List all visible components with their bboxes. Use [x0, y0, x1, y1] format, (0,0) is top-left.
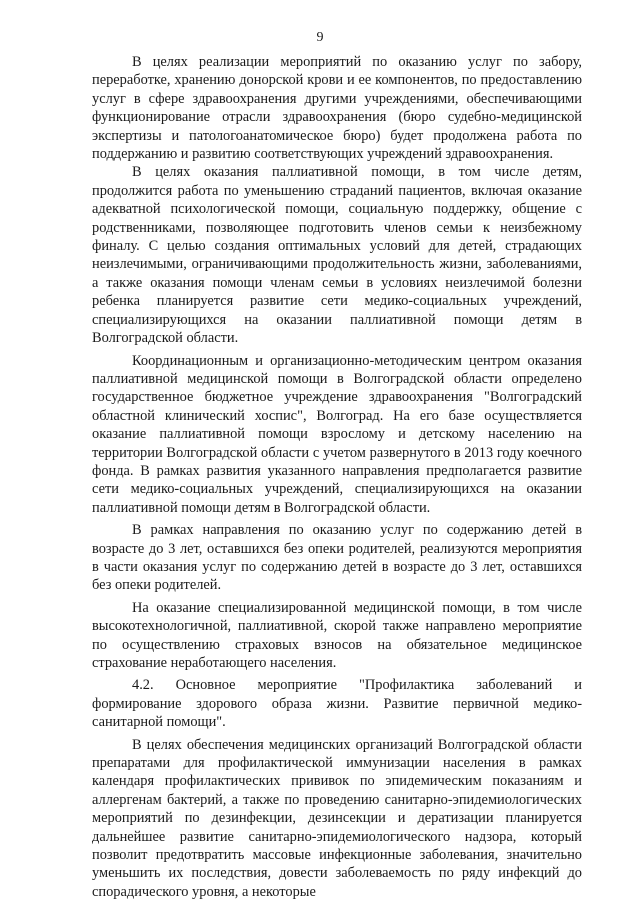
paragraph-immunization: В целях обеспечения медицинских организаций Волгоградской области препаратами для профилактической иммунизации населения в рамках календаря профилактических прививок по эпидемическим показаниям и аллергенам бактерий, а также по проведению санитарно-эпидемиологических мероприятий по дезинфекции, дезинсекции и дератизации планируется дальнейшее развитие санитарно-эпидемиологического надзора, который позволит предотвратить массовые инфекционные заболевания, значительно уменьшить их последствия, довести заболеваемость по ряду инфекций до спорадического уровня, а некоторые: [92, 736, 582, 900]
paragraph-hospice-center: Координационным и организационно-методическим центром оказания паллиативной медицинской помощи в Волгоградской области определено государственное бюджетное учреждение здравоохранения "Волгоградский областной клинический хоспис", Волгоград. На его базе осуществляется оказание паллиативной помощи взрослому и детскому населению на территории Волгоградской области с учетом развернутого в 2013 году коечного фонда. В рамках развития указанного направления предполагается развитие сети медико-социальных учреждений, специализирующихся на оказании паллиативной помощи детям в Волгоградской области.: [92, 352, 582, 516]
paragraph-child-care: В рамках направления по оказанию услуг по содержанию детей в возрасте до 3 лет, оставшихся без опеки родителей, реализуются мероприятия в части оказания услуг по содержанию детей в возрасте до 3 лет, оставшихся без опеки родителей.: [92, 522, 582, 594]
section-heading-4-2: 4.2. Основное мероприятие "Профилактика заболеваний и формирование здорового образа жизни. Развитие первичной медико-санитарной помощи".: [92, 677, 582, 731]
paragraph-blood-services: В целях реализации мероприятий по оказанию услуг по забору, переработке, хранению донорской крови и ее компонентов, по предоставлению услуг в сфере здравоохранения другими учреждениями, обеспечивающими функционирование отрасли здравоохранения (бюро судебно-медицинской экспертизы и патологоанатомическое бюро) будет продолжена работа по поддержанию и развитию соответствующих учреждений здравоохранения.: [92, 54, 582, 163]
paragraph-specialized-care: На оказание специализированной медицинской помощи, в том числе высокотехнологичной, паллиативной, скорой также направлено мероприятие по осуществлению страховых взносов на обязательное медицинское страхование неработающего населения.: [92, 599, 582, 671]
document-body: [92, 53, 582, 901]
page-number: 9: [316, 30, 324, 45]
paragraph-palliative-care: В целях оказания паллиативной помощи, в том числе детям, продолжится работа по уменьшению страданий пациентов, включая оказание адекватной психологической помощи, социальную поддержку, общение с родственниками, позволяющее подготовить членов семьи к неизбежному финалу. С целью создания оптимальных условий для детей, страдающих неизлечимыми, ограничивающими продолжительность жизни, заболеваниями, а также оказания помощи членам семьи в условиях неизлечимой болезни ребенка планируется развитие сети медико-социальных учреждений, специализирующихся на оказании паллиативной помощи детям в Волгоградской области.: [92, 164, 582, 347]
